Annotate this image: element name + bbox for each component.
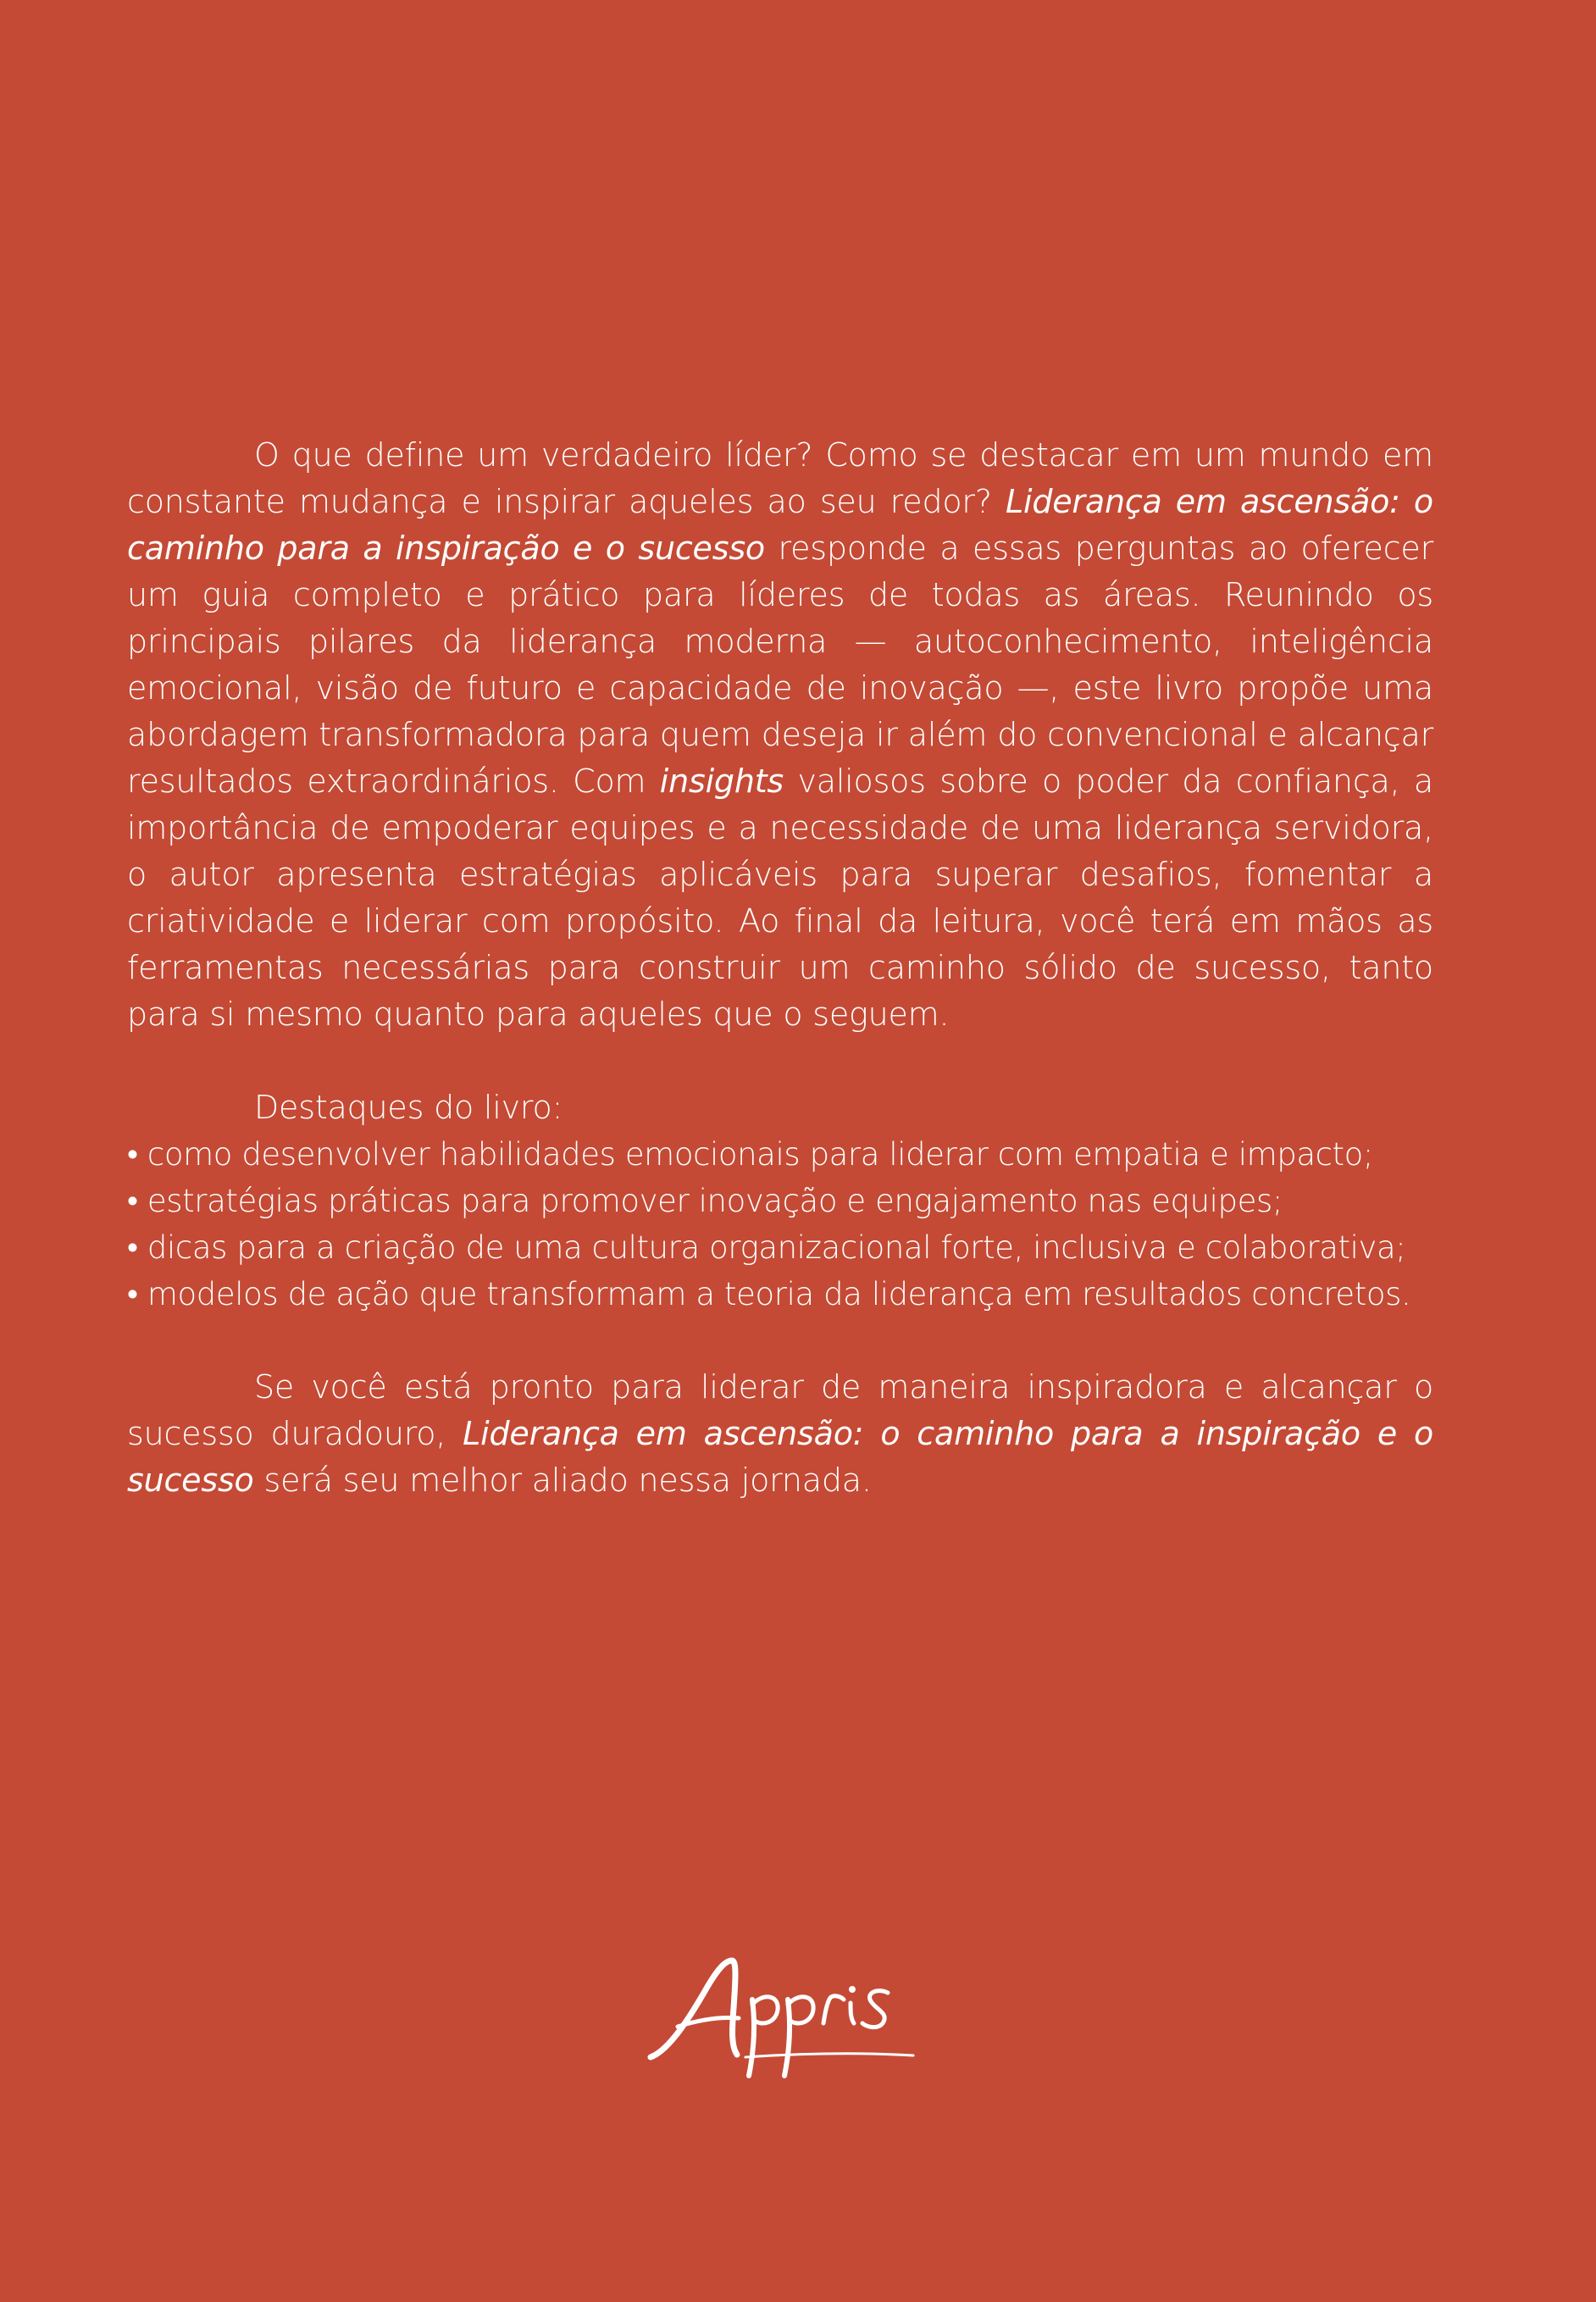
highlight-item: • modelos de ação que transformam a teoria da liderança em resultados concretos. [127,1276,1411,1312]
highlight-item: • dicas para a criação de uma cultura organizacional forte, inclusiva e colaborativa; [127,1229,1406,1266]
closing-sentence-1: Se você está pronto para liderar de maneira inspiradora e alcançar o sucesso duradouro, [127,1368,1433,1452]
closing-paragraph [127,1364,1433,1504]
book-title-italic: Liderança em ascensão: o caminho para a inspiração e o sucesso [127,483,1433,567]
book-title-italic: Liderança em ascensão: o caminho para a inspiração e o sucesso [127,1415,1434,1499]
cover-text [127,432,1433,1504]
paragraph-spacer [127,1038,1433,1084]
highlight-item: • estratégias práticas para promover inovação e engajamento nas equipes; [127,1183,1283,1219]
closing-sentence-2: será seu melhor aliado nessa jornada. [253,1462,872,1499]
intro-sentence-1: O que define um verdadeiro líder? Como se destacar em um mundo em constante mudança e inspirar aqueles ao seu redor? [127,436,1433,520]
paragraph-spacer [127,1317,1433,1364]
intro-sentence-3: valiosos sobre o poder da confiança, a importância de empoderar equipes e a necessidade de uma liderança servidora, o autor apresenta estratégias aplicáveis para superar desafios, fomentar a criatividade e liderar com propósito. Ao final da leitura, você terá em mãos as ferramentas necessárias para construir um caminho sólido de sucesso, tanto para si mesmo quanto para aqueles que o seguem. [127,763,1433,1033]
highlight-item: • como desenvolver habilidades emocionais para liderar com empatia e impacto; [127,1136,1373,1173]
highlights-list [127,1131,1433,1317]
highlights-title: Destaques do livro: [254,1089,563,1126]
intro-paragraph [127,432,1433,1038]
intro-sentence-2: responde a essas perguntas ao oferecer um guia completo e prático para líderes de todas as áreas. Reunindo os principais pilares da liderança moderna — autoconhecimento, inteligência emocional, visão de futuro e capacidade de inovação —, este livro propõe uma abordagem transformadora para quem deseja ir além do convencional e alcançar resultados extraordinários. Com [127,530,1433,800]
logo-dot [849,1986,856,1993]
insights-italic: insights [659,763,784,800]
appris-editorial-logo [644,1949,923,2084]
